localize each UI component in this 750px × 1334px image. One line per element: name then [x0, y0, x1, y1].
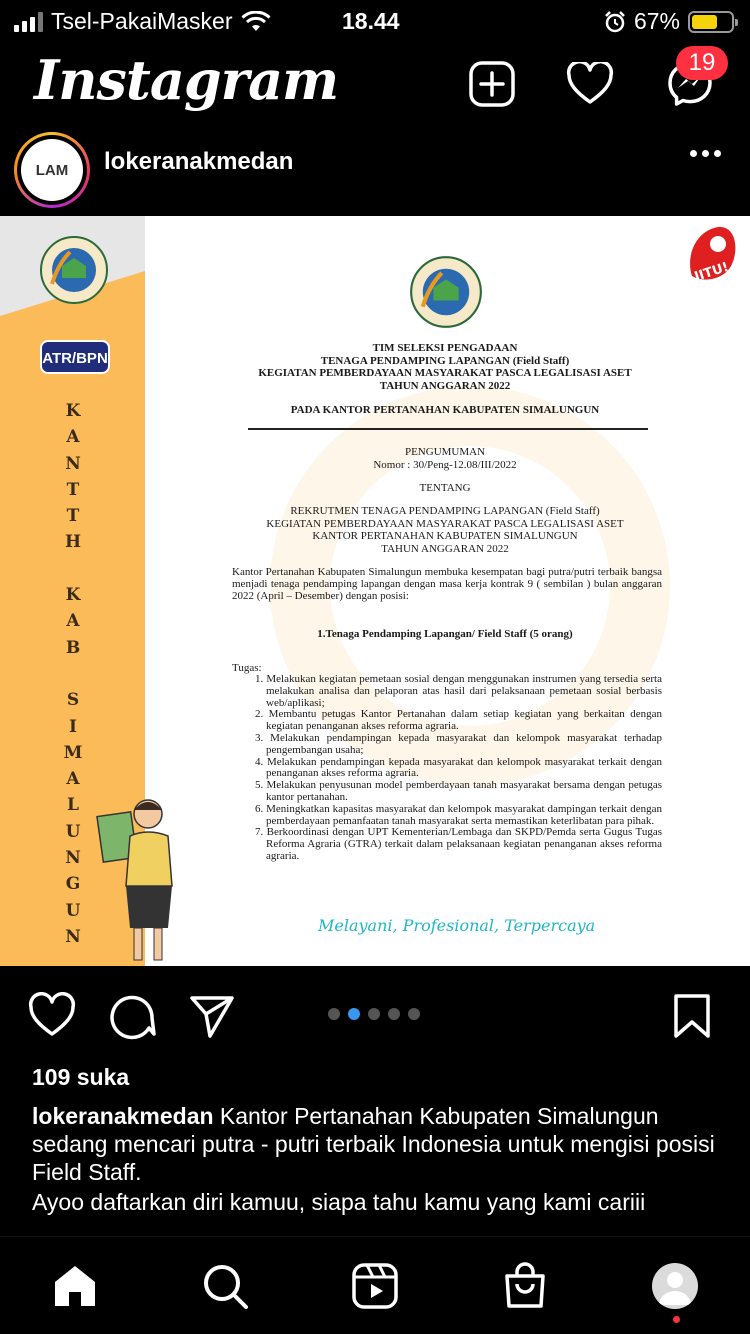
carousel-indicator — [328, 1008, 420, 1020]
tab-shop[interactable] — [500, 1261, 550, 1311]
more-options-icon[interactable] — [690, 150, 721, 157]
caption-text: Kantor Pertanahan Kabupaten Simalungun sedang mencari putra - putri terbaik Indonesia untuk mengisi posisi Field Staff. — [32, 1103, 715, 1185]
status-bar — [0, 0, 750, 42]
battery-icon — [688, 11, 734, 33]
kementerian-logo-icon — [408, 254, 484, 330]
alarm-icon — [604, 11, 626, 33]
doc-number: Nomor : 30/Peng-12.08/III/2022 — [373, 458, 517, 471]
search-icon — [201, 1262, 249, 1310]
status-right — [604, 8, 734, 35]
profile-icon — [652, 1263, 698, 1309]
post-image[interactable] — [0, 216, 750, 966]
doc-title-3: KEGIATAN PEMBERDAYAAN MASYARAKAT PASCA LEGALISASI ASET — [258, 367, 632, 379]
carrier-label: Tsel-PakaiMasker — [51, 8, 233, 34]
doc-subject-3: KANTOR PERTANAHAN KABUPATEN SIMALUNGUN — [312, 530, 578, 542]
doc-intro: Kantor Pertanahan Kabupaten Simalungun membuka kesempatan bagi putra/putri terbaik bangsa menjadi tenaga pendamping lapangan dengan masa kerja kontrak 9 ( sembilan ) bulan anggaran 2022 (April – Desember) dengan posisi: — [232, 566, 662, 602]
share-send-icon[interactable] — [188, 992, 236, 1040]
doc-position: 1.Tenaga Pendamping Lapangan/ Field Staff (5 orang) — [317, 628, 573, 640]
battery-percent: 67% — [633, 8, 680, 34]
status-left — [14, 8, 271, 35]
task-item: 1. Melakukan kegiatan pemetaan sosial dengan menggunakan instrumen yang tersedia serta melakukan analisa dan pelaporan atas hasil dari pelaksanaan pemetaan sosial berbasis web/aplikasi; — [255, 673, 662, 709]
instagram-logo[interactable]: Instagram — [34, 48, 339, 112]
wifi-icon — [241, 11, 271, 33]
officer-illustration-icon — [96, 796, 186, 966]
clock: 18.44 — [342, 8, 400, 34]
doc-title-2: TENAGA PENDAMPING LAPANGAN (Field Staff) — [320, 354, 570, 367]
caption-text-2: Ayoo daftarkan diri kamuu, siapa tahu kamu yang kami cariii — [32, 1189, 646, 1215]
story-avatar[interactable] — [14, 132, 90, 208]
tab-home[interactable] — [50, 1261, 100, 1311]
profile-notification-dot — [673, 1316, 680, 1323]
carousel-dot — [408, 1008, 420, 1020]
post-username[interactable]: lokeranakmedan — [104, 148, 294, 175]
post-actions — [0, 966, 750, 1062]
jitu-logo-icon — [684, 224, 738, 290]
tab-profile[interactable] — [650, 1261, 700, 1311]
heart-icon — [566, 62, 614, 106]
caption-username[interactable]: lokeranakmedan — [32, 1103, 214, 1129]
doc-subject-1: REKRUTMEN TENAGA PENDAMPING LAPANGAN (Field Staff) — [290, 505, 600, 517]
avatar-text: LAM — [35, 161, 69, 179]
jitu-label: JITU! — [692, 259, 731, 285]
profile-avatar — [652, 1263, 698, 1309]
activity-button[interactable] — [566, 60, 614, 108]
doc-subject-2: KEGIATAN PEMBERDAYAAN MASYARAKAT PASCA LEGALISASI ASET — [266, 517, 624, 530]
signal-icon — [14, 12, 43, 32]
shop-bag-icon — [501, 1262, 549, 1310]
bpn-logo-icon — [38, 234, 110, 306]
plus-square-icon — [469, 61, 515, 107]
carousel-dot — [388, 1008, 400, 1020]
motto-text: Melayani, Profesional, Terpercaya — [318, 916, 596, 935]
messages-badge: 19 — [676, 46, 728, 80]
post-header — [0, 132, 750, 216]
task-item: 6. Meningkatkan kapasitas masyarakat dan kelompok masyarakat dampingan terkait dengan pemberdayaan pemanfaatan tanah masyarakat serta memastikan keterlibatan para pihak. — [255, 802, 662, 827]
bottom-tab-bar — [0, 1236, 750, 1334]
doc-title-1: TIM SELEKSI PENGADAAN — [372, 342, 518, 354]
tab-search[interactable] — [200, 1261, 250, 1311]
doc-office: PADA KANTOR PERTANAHAN KABUPATEN SIMALUNGUN — [290, 404, 600, 416]
doc-title-4: TAHUN ANGGARAN 2022 — [379, 379, 511, 392]
vertical-office-label: K A N T T H K A B S I M A L U N G U N — [63, 401, 83, 947]
new-post-button[interactable] — [468, 60, 516, 108]
doc-tasks-label: Tugas: — [232, 662, 262, 674]
doc-subject-4: TAHUN ANGGARAN 2022 — [381, 542, 509, 555]
doc-task-list — [232, 674, 662, 863]
reels-icon — [351, 1262, 399, 1310]
like-count[interactable]: 109 suka — [32, 1064, 130, 1090]
task-item: 2. Membantu petugas Kantor Pertanahan dalam setiap kegiatan yang berkaitan dengan kegiatan penanganan akses reforma agraria. — [255, 708, 662, 733]
home-icon — [51, 1262, 99, 1310]
tab-reels[interactable] — [350, 1261, 400, 1311]
like-heart-icon[interactable] — [28, 992, 76, 1040]
task-item: 5. Melakukan penyusunan model pemberdayaan tanah masyarakat bersama dengan petugas kantor pertanahan. — [255, 779, 662, 803]
task-item: 4. Melakukan pendampingan kepada masyarakat dan kelompok masyarakat terkait dengan penanganan akses reforma agraria. — [255, 755, 662, 780]
post-caption — [32, 1102, 722, 1236]
app-header — [0, 42, 750, 132]
atr-bpn-label: ATR/BPN — [40, 340, 110, 374]
carousel-dot — [348, 1008, 360, 1020]
doc-about: TENTANG — [419, 482, 471, 494]
task-item: 7. Berkoordinasi dengan UPT Kementerian/Lembaga dan SKPD/Pemda serta Gugus Tugas Reforma Agraria (GTRA) terkait dalam pelaksanaan kegiatan penanganan akses reforma agraria. — [255, 826, 662, 862]
comment-icon[interactable] — [108, 992, 156, 1040]
doc-announcement: PENGUMUMAN — [404, 446, 486, 458]
task-item: 3. Melakukan pendampingan kepada masyarakat dan kelompok masyarakat terhadap pengembangan usaha; — [255, 731, 662, 756]
carousel-dot — [328, 1008, 340, 1020]
avatar — [21, 139, 83, 201]
carousel-dot — [368, 1008, 380, 1020]
bookmark-icon[interactable] — [668, 992, 716, 1040]
